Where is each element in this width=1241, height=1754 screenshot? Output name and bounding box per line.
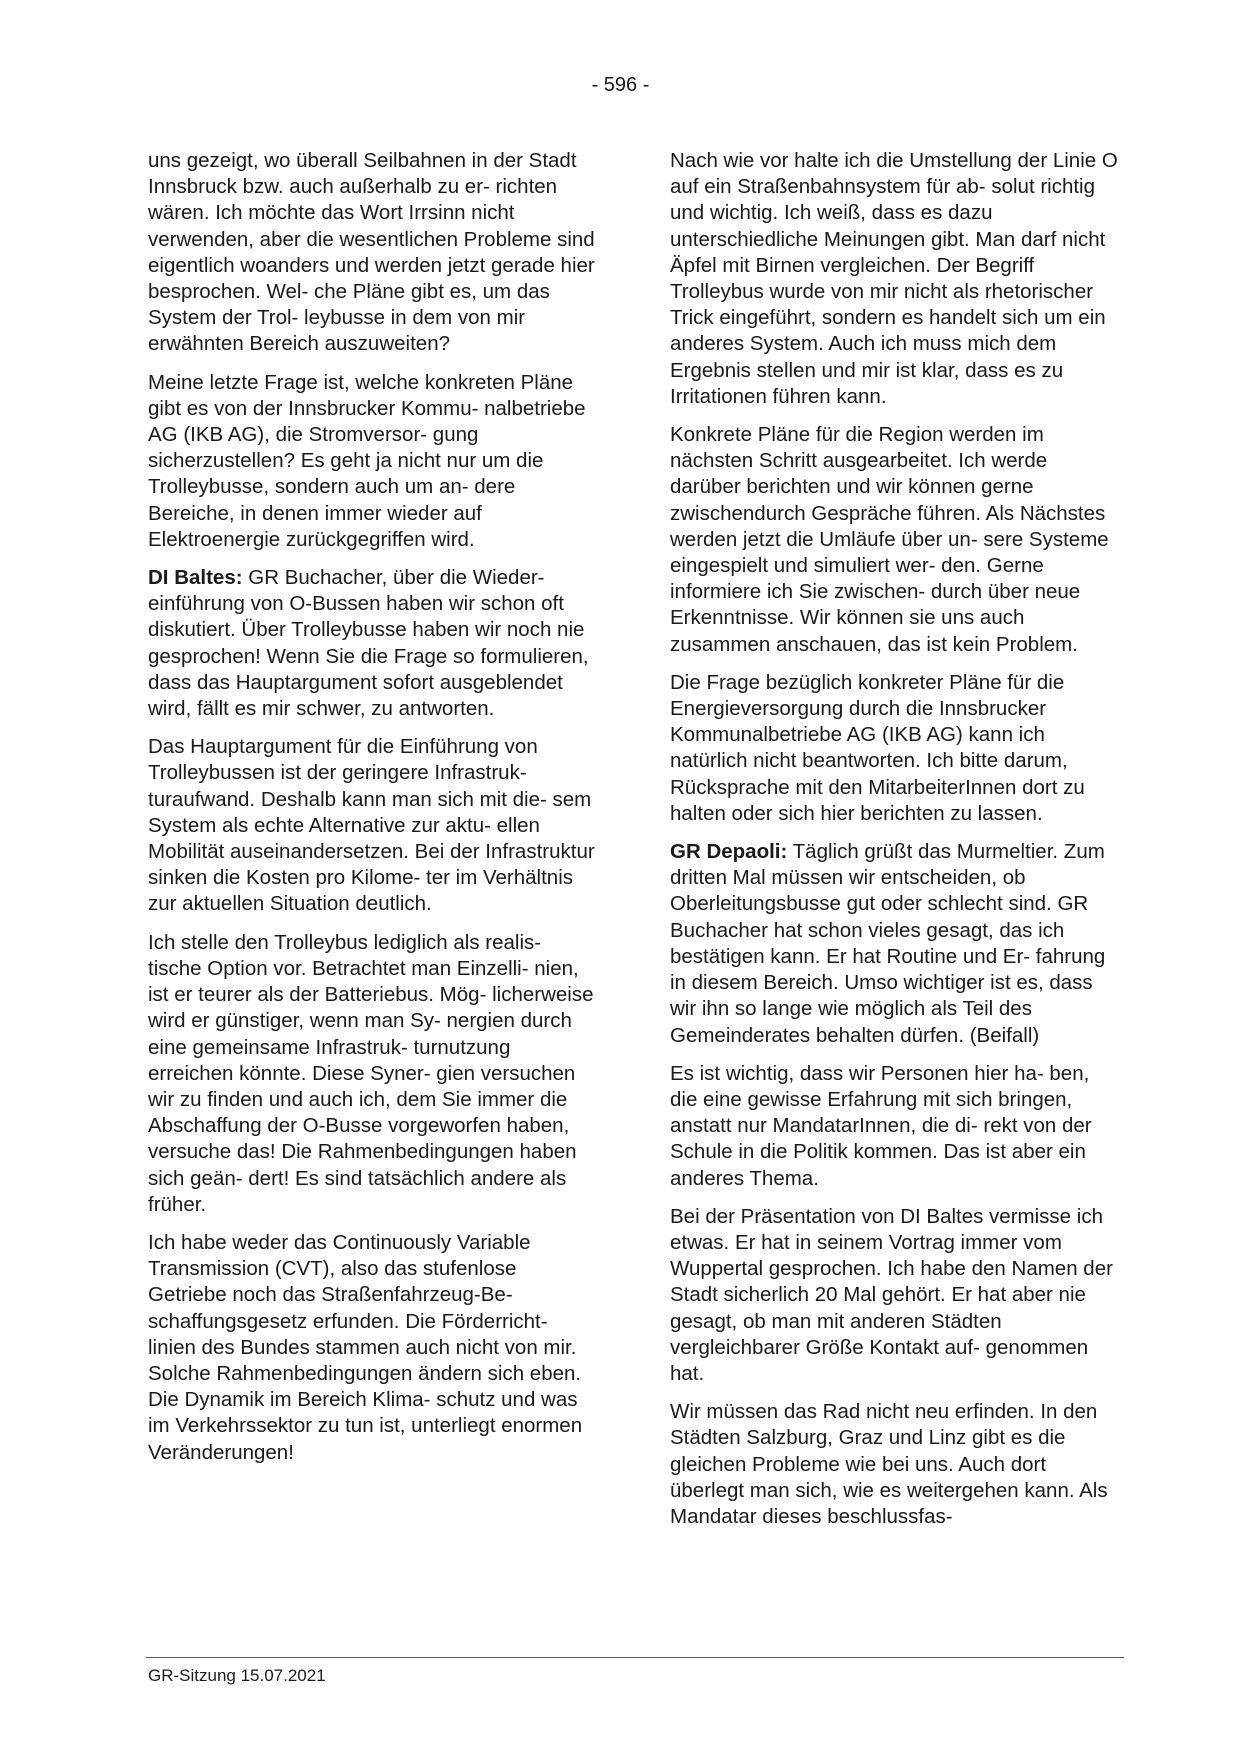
paragraph: Nach wie vor halte ich die Umstellung der Linie O auf ein Straßenbahnsystem für ab- solut richtig und wichtig. Ich weiß, dass es dazu unterschiedliche Meinungen gibt. Man darf nicht Äpfel mit Birnen vergleichen. Der Begriff Trolleybus wurde von mir nicht als rhetorischer Trick eingeführt, sondern es handelt sich um ein anderes System. Auch ich muss mich dem Ergebnis stellen und mir ist klar, dass es zu Irritationen führen kann. bbox=[670, 149, 1118, 408]
paragraph bbox=[148, 565, 596, 722]
paragraph: Ich habe weder das Continuously Variable Transmission (CVT), also das stufenlose Getriebe noch das Straßenfahrzeug-Be- schaffungsgesetz erfunden. Die Förderricht- linien des Bundes stammen auch nicht von mir. Solche Rahmenbedingungen ändern sich eben. Die Dynamik im Bereich Klima- schutz und was im Verkehrssektor zu tun ist, unterliegt enormen Veränderungen! bbox=[148, 1230, 583, 1464]
speaker-name: DI Baltes: bbox=[148, 566, 243, 590]
footer-session-date: GR-Sitzung 15.07.2021 bbox=[148, 1666, 326, 1685]
left-column bbox=[148, 148, 596, 1478]
right-column bbox=[670, 148, 1118, 1542]
paragraph: Bei der Präsentation von DI Baltes vermisse ich etwas. Er hat in seinem Vortrag immer vom Wuppertal gesprochen. Ich habe den Namen der Stadt sicherlich 20 Mal gehört. Er hat aber nie gesagt, ob man mit anderen Städten vergleichbarer Größe Kontakt auf- genommen hat. bbox=[670, 1204, 1113, 1385]
paragraph: Meine letzte Frage ist, welche konkreten Pläne gibt es von der Innsbrucker Kommu- nalbetriebe AG (IKB AG), die Stromversor- gung sicherzustellen? Es geht ja nicht nur um die Trolleybusse, sondern auch um an- dere Bereiche, in denen immer wieder auf Elektroenergie zurückgegriffen wird. bbox=[148, 370, 586, 551]
paragraph: Das Hauptargument für die Einführung von Trolleybussen ist der geringere Infrastruk- turaufwand. Deshalb kann man sich mit die- sem System als echte Alternative zur aktu- ellen Mobilität auseinandersetzen. Bei der Infrastruktur sinken die Kosten pro Kilome- ter im Verhältnis zur aktuellen Situation deutlich. bbox=[148, 735, 595, 916]
paragraph: Wir müssen das Rad nicht neu erfinden. In den Städten Salzburg, Graz und Linz gibt es die gleichen Probleme wie bei uns. Auch dort überlegt man sich, wie es weitergehen kann. Als Mandatar dieses beschlussfas- bbox=[670, 1400, 1108, 1528]
paragraph: Ich stelle den Trolleybus lediglich als realis- tische Option vor. Betrachtet man Einzelli- nien, ist er teurer als der Batteriebus. Mög- licherweise wird er günstiger, wenn man Sy- nergien durch eine gemeinsame Infrastruk- turnutzung erreichen könnte. Diese Syner- gien versuchen wir zu finden und auch ich, dem Sie immer die Abschaffung der O-Busse vorgeworfen haben, versuche das! Die Rahmenbedingungen haben sich geän- dert! Es sind tatsächlich andere als früher. bbox=[148, 930, 594, 1216]
footer-divider bbox=[146, 1657, 1124, 1658]
paragraph-text: Täglich grüßt das Murmeltier. Zum dritten Mal müssen wir entscheiden, ob Oberleitungsbusse gut oder schlecht sind. GR Buchacher hat schon vieles gesagt, das ich bestätigen kann. Er hat Routine und Er- fahrung in diesem Bereich. Umso wichtiger ist es, dass wir ihn so lange wie möglich als Teil des Gemeinderates behalten dürfen. (Beifall) bbox=[670, 840, 1106, 1047]
paragraph: Es ist wichtig, dass wir Personen hier ha- ben, die eine gewisse Erfahrung mit sich bringen, anstatt nur MandatarInnen, die di- rekt von der Schule in die Politik kommen. Das ist aber ein anderes Thema. bbox=[670, 1061, 1092, 1190]
paragraph: Konkrete Pläne für die Region werden im nächsten Schritt ausgearbeitet. Ich werde darüber berichten und wir können gerne zwischendurch Gespräche führen. Als Nächstes werden jetzt die Umläufe über un- sere Systeme eingespielt und simuliert wer- den. Gerne informiere ich Sie zwischen- durch über neue Erkenntnisse. Wir können sie uns auch zusammen anschauen, das ist kein Problem. bbox=[670, 423, 1109, 656]
speaker-name: GR Depaoli: bbox=[670, 840, 788, 864]
page-number: - 596 - bbox=[591, 74, 650, 96]
paragraph: Die Frage bezüglich konkreter Pläne für die Energieversorgung durch die Innsbrucker Kommunalbetriebe AG (IKB AG) kann ich natürlich nicht beantworten. Ich bitte darum, Rücksprache mit den MitarbeiterInnen dort zu halten oder sich hier berichten zu lassen. bbox=[670, 670, 1085, 825]
paragraph bbox=[670, 839, 1118, 1049]
paragraph-text: GR Buchacher, über die Wieder- einführung von O-Bussen haben wir schon oft diskutiert. Über Trolleybusse haben wir noch nie gesprochen! Wenn Sie die Frage so formulieren, dass das Hauptargument sofort ausgeblendet wird, fällt es mir schwer, zu antworten. bbox=[148, 566, 589, 721]
paragraph: uns gezeigt, wo überall Seilbahnen in der Stadt Innsbruck bzw. auch außerhalb zu er- richten wären. Ich möchte das Wort Irrsinn nicht verwenden, aber die wesentlichen Probleme sind eigentlich woanders und werden jetzt gerade hier besprochen. Wel- che Pläne gibt es, um das System der Trol- leybusse in dem von mir erwähnten Bereich auszuweiten? bbox=[148, 149, 595, 356]
